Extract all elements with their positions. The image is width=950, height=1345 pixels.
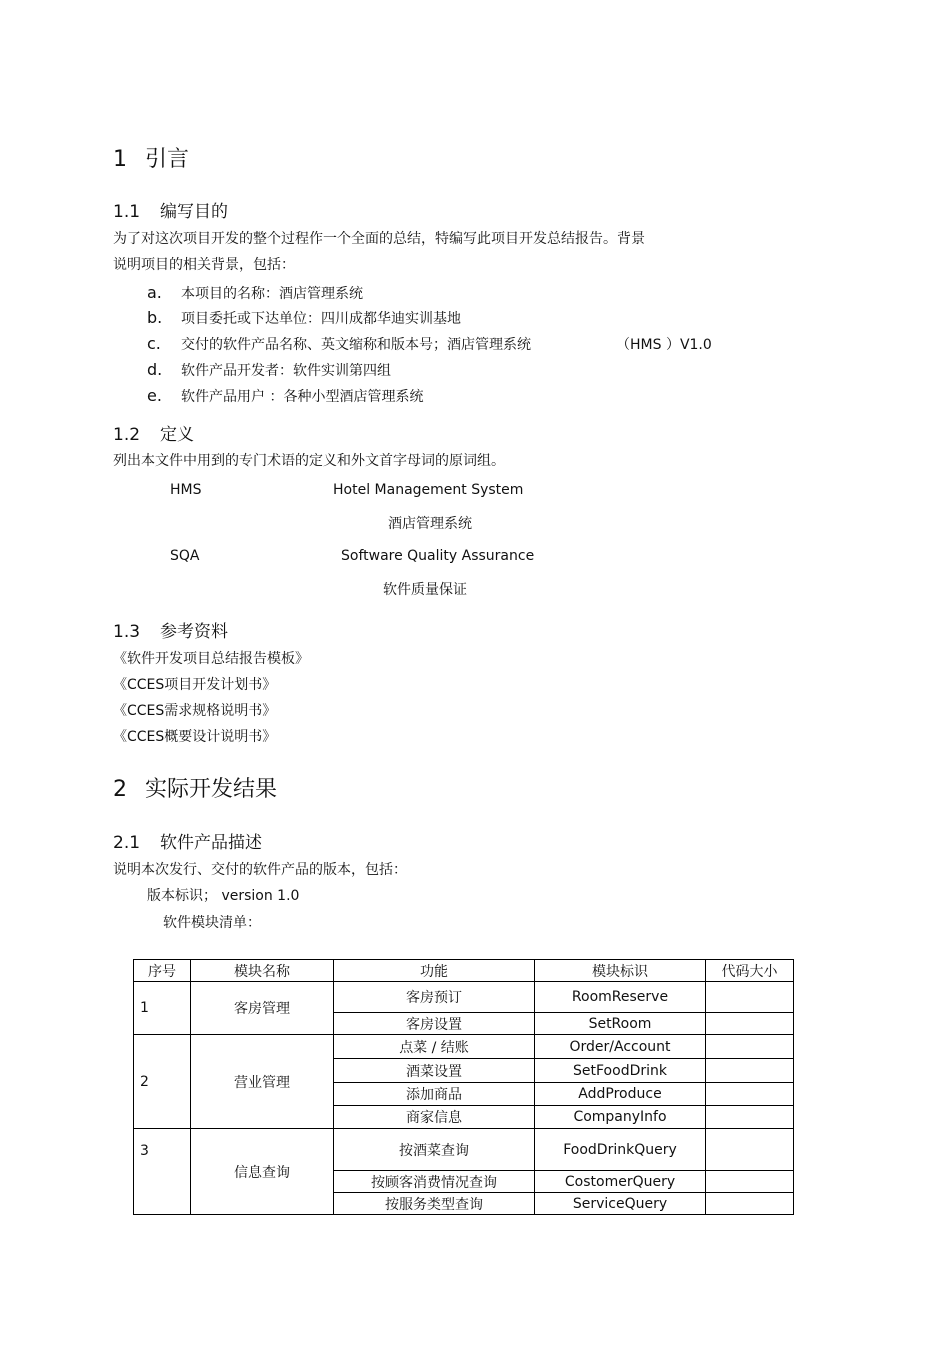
- table-header: 代码大小: [706, 960, 794, 982]
- section-number: 1.3: [113, 622, 141, 642]
- section-title: 引言: [145, 147, 190, 172]
- table-cell-function: 商家信息: [334, 1106, 535, 1129]
- table-cell-module-id: CostomerQuery: [535, 1171, 706, 1193]
- definition-english: Software Quality Assurance: [341, 548, 535, 564]
- table-cell-function: 点菜 / 结账: [334, 1035, 535, 1059]
- table-header: 功能: [334, 960, 535, 982]
- table-cell-size: [706, 1106, 794, 1129]
- list-item-text: 交付的软件产品名称、英文缩称和版本号；酒店管理系统: [181, 337, 531, 353]
- list-marker: a.: [147, 283, 162, 302]
- purpose-paragraph-line: 说明项目的相关背景，包括：: [113, 257, 295, 273]
- table-cell-size: [706, 1035, 794, 1059]
- table-row: [134, 982, 794, 1013]
- section-1-2-heading: [113, 420, 194, 445]
- list-item-text: 软件产品用户 ：各种小型酒店管理系统: [181, 389, 424, 405]
- section-number: 1.2: [113, 425, 141, 445]
- table-cell-size: [706, 1013, 794, 1035]
- version-line: 版本标识； version 1.0: [147, 888, 300, 904]
- table-cell-function: 按服务类型查询: [334, 1193, 535, 1215]
- purpose-paragraph-line: 为了对这次项目开发的整个过程作一个全面的总结，特编写此项目开发总结报告。背景: [113, 231, 645, 247]
- definition-abbr: SQA: [170, 548, 200, 564]
- list-marker: b.: [147, 308, 163, 327]
- list-item-text: 项目委托或下达单位：四川成都华迪实训基地: [181, 311, 461, 327]
- table-cell-no: 3: [134, 1129, 191, 1215]
- definition-english: Hotel Management System: [333, 482, 524, 498]
- module-table: [133, 959, 794, 1215]
- table-cell-function: 酒菜设置: [334, 1059, 535, 1083]
- section-title: 定义: [160, 425, 195, 445]
- table-cell-size: [706, 982, 794, 1013]
- table-cell-size: [706, 1193, 794, 1215]
- table-cell-function: 按顾客消费情况查询: [334, 1171, 535, 1193]
- product-intro: 说明本次发行、交付的软件产品的版本，包括：: [113, 862, 407, 878]
- definition-abbr: HMS: [170, 482, 202, 498]
- section-2-heading: [113, 772, 277, 803]
- table-row: [134, 1129, 794, 1171]
- list-marker: c.: [147, 334, 161, 353]
- table-cell-module-name: 信息查询: [191, 1129, 334, 1215]
- section-1-heading: [113, 142, 189, 173]
- reference-item: 《CCES需求规格说明书》: [113, 703, 277, 719]
- list-item: [147, 386, 423, 406]
- list-item: [147, 334, 531, 354]
- reference-item: 《软件开发项目总结报告模板》: [113, 651, 309, 667]
- section-2-1-heading: [113, 828, 262, 853]
- table-cell-module-id: AddProduce: [535, 1083, 706, 1106]
- table-cell-function: 添加商品: [334, 1083, 535, 1106]
- table-cell-size: [706, 1059, 794, 1083]
- table-cell-size: [706, 1083, 794, 1106]
- section-1-1-heading: [113, 197, 228, 222]
- list-marker: e.: [147, 386, 162, 405]
- module-list-label: 软件模块清单：: [163, 915, 261, 931]
- table-cell-size: [706, 1129, 794, 1171]
- list-item: [147, 360, 391, 380]
- table-cell-no: 1: [134, 982, 191, 1035]
- table-cell-function: 客房设置: [334, 1013, 535, 1035]
- section-title: 实际开发结果: [145, 777, 278, 802]
- section-title: 软件产品描述: [160, 833, 263, 853]
- table-cell-module-id: ServiceQuery: [535, 1193, 706, 1215]
- definition-chinese: 软件质量保证: [383, 582, 467, 598]
- section-number: 2: [113, 777, 127, 802]
- table-cell-function: 按酒菜查询: [334, 1129, 535, 1171]
- table-header: 模块名称: [191, 960, 334, 982]
- section-title: 参考资料: [160, 622, 229, 642]
- table-cell-module-id: SetRoom: [535, 1013, 706, 1035]
- definition-chinese: 酒店管理系统: [388, 516, 472, 532]
- list-item: [147, 308, 461, 328]
- reference-item: 《CCES概要设计说明书》: [113, 729, 277, 745]
- table-cell-module-name: 营业管理: [191, 1035, 334, 1129]
- section-1-3-heading: [113, 617, 228, 642]
- reference-item: 《CCES项目开发计划书》: [113, 677, 277, 693]
- table-cell-module-name: 客房管理: [191, 982, 334, 1035]
- section-number: 2.1: [113, 833, 141, 853]
- table-cell-function: 客房预订: [334, 982, 535, 1013]
- table-row: [134, 1035, 794, 1059]
- table-cell-module-id: Order/Account: [535, 1035, 706, 1059]
- table-cell-no: 2: [134, 1035, 191, 1129]
- section-title: 编写目的: [160, 202, 229, 222]
- table-cell-size: [706, 1171, 794, 1193]
- list-item: [147, 283, 363, 303]
- list-item-extra: （HMS ）V1.0: [616, 337, 712, 353]
- table-header: 序号: [134, 960, 191, 982]
- table-cell-module-id: FoodDrinkQuery: [535, 1129, 706, 1171]
- table-cell-module-id: RoomReserve: [535, 982, 706, 1013]
- table-cell-module-id: CompanyInfo: [535, 1106, 706, 1129]
- table-cell-module-id: SetFoodDrink: [535, 1059, 706, 1083]
- table-header-row: [134, 960, 794, 982]
- list-marker: d.: [147, 360, 163, 379]
- table-header: 模块标识: [535, 960, 706, 982]
- list-item-text: 软件产品开发者：软件实训第四组: [181, 363, 391, 379]
- section-number: 1: [113, 147, 127, 172]
- section-number: 1.1: [113, 202, 141, 222]
- definition-intro: 列出本文件中用到的专门术语的定义和外文首字母词的原词组。: [113, 453, 505, 469]
- list-item-text: 本项目的名称：酒店管理系统: [181, 286, 363, 302]
